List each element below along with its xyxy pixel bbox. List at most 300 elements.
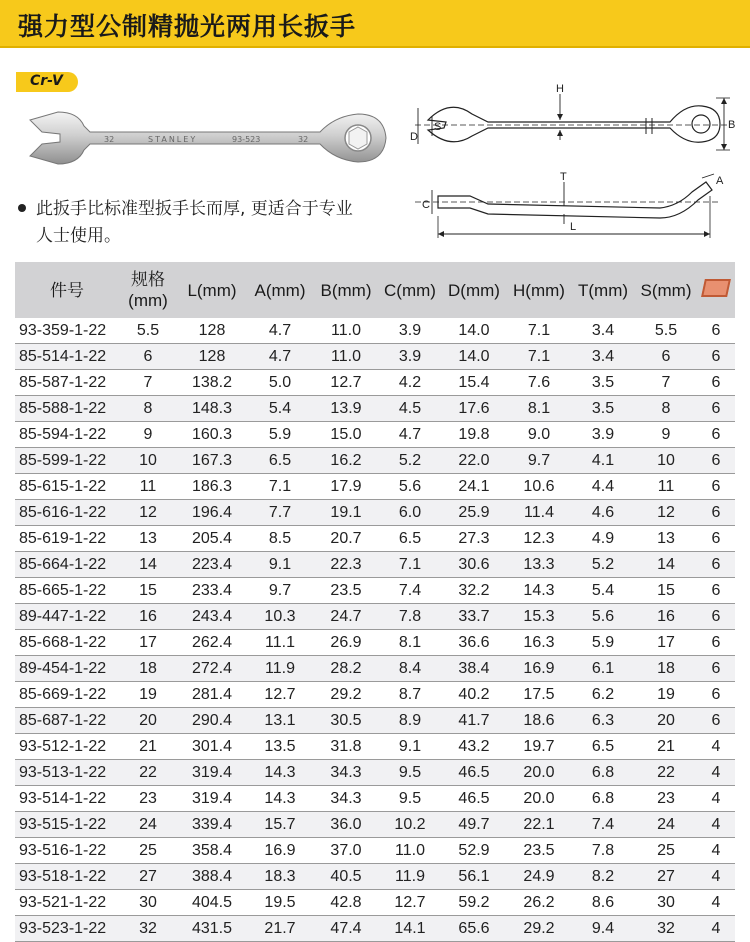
cell-A: 4.7 xyxy=(247,318,313,344)
cell-C: 8.4 xyxy=(379,656,441,682)
cell-L: 243.4 xyxy=(177,604,247,630)
cell-D: 32.2 xyxy=(441,578,507,604)
cell-T: 3.9 xyxy=(571,422,635,448)
cell-T: 4.9 xyxy=(571,526,635,552)
cell-L: 138.2 xyxy=(177,370,247,396)
page-title: 强力型公制精抛光两用长扳手 xyxy=(18,12,357,41)
dim-label-t: T xyxy=(560,171,567,183)
table-row xyxy=(15,682,735,708)
cell-C: 11.0 xyxy=(379,838,441,864)
cell-T: 4.6 xyxy=(571,500,635,526)
cell-A: 14.3 xyxy=(247,760,313,786)
cell-T: 4.4 xyxy=(571,474,635,500)
cell-H: 13.3 xyxy=(507,552,571,578)
cell-H: 12.3 xyxy=(507,526,571,552)
cell-B: 11.0 xyxy=(313,318,379,344)
cell-S: 21 xyxy=(635,734,697,760)
cell-L: 388.4 xyxy=(177,864,247,890)
cell-D: 33.7 xyxy=(441,604,507,630)
table-row xyxy=(15,552,735,578)
cell-size: 23 xyxy=(119,786,177,812)
cell-H: 29.2 xyxy=(507,916,571,942)
cell-B: 17.9 xyxy=(313,474,379,500)
cell-H: 10.6 xyxy=(507,474,571,500)
cell-L: 319.4 xyxy=(177,786,247,812)
cell-qty: 6 xyxy=(697,604,735,630)
cell-S: 7 xyxy=(635,370,697,396)
cell-B: 16.2 xyxy=(313,448,379,474)
cell-D: 14.0 xyxy=(441,318,507,344)
cell-D: 43.2 xyxy=(441,734,507,760)
table-row xyxy=(15,344,735,370)
cell-H: 22.1 xyxy=(507,812,571,838)
cell-qty: 6 xyxy=(697,526,735,552)
cell-L: 319.4 xyxy=(177,760,247,786)
table-row xyxy=(15,448,735,474)
cell-size: 16 xyxy=(119,604,177,630)
cell-T: 3.4 xyxy=(571,344,635,370)
cell-part: 85-587-1-22 xyxy=(15,370,119,396)
cell-T: 5.6 xyxy=(571,604,635,630)
cell-T: 6.2 xyxy=(571,682,635,708)
cell-L: 272.4 xyxy=(177,656,247,682)
cell-size: 25 xyxy=(119,838,177,864)
cell-L: 262.4 xyxy=(177,630,247,656)
cell-C: 11.9 xyxy=(379,864,441,890)
cell-T: 3.4 xyxy=(571,318,635,344)
cell-T: 6.8 xyxy=(571,786,635,812)
cell-part: 85-599-1-22 xyxy=(15,448,119,474)
cell-C: 8.7 xyxy=(379,682,441,708)
cell-H: 20.0 xyxy=(507,760,571,786)
cell-qty: 6 xyxy=(697,422,735,448)
cell-L: 223.4 xyxy=(177,552,247,578)
cell-A: 7.1 xyxy=(247,474,313,500)
cell-B: 40.5 xyxy=(313,864,379,890)
cell-A: 5.9 xyxy=(247,422,313,448)
cell-qty: 6 xyxy=(697,370,735,396)
cell-qty: 4 xyxy=(697,890,735,916)
cell-A: 9.7 xyxy=(247,578,313,604)
cell-A: 13.5 xyxy=(247,734,313,760)
table-row xyxy=(15,578,735,604)
cell-H: 16.9 xyxy=(507,656,571,682)
cell-S: 16 xyxy=(635,604,697,630)
cell-qty: 4 xyxy=(697,734,735,760)
cell-D: 65.6 xyxy=(441,916,507,942)
cell-qty: 6 xyxy=(697,474,735,500)
cell-B: 23.5 xyxy=(313,578,379,604)
dim-label-h: H xyxy=(556,83,564,95)
cell-qty: 6 xyxy=(697,448,735,474)
cell-T: 6.1 xyxy=(571,656,635,682)
cell-B: 12.7 xyxy=(313,370,379,396)
cell-A: 5.0 xyxy=(247,370,313,396)
cell-T: 5.4 xyxy=(571,578,635,604)
cell-H: 9.0 xyxy=(507,422,571,448)
cell-part: 93-521-1-22 xyxy=(15,890,119,916)
cell-S: 10 xyxy=(635,448,697,474)
cell-C: 10.2 xyxy=(379,812,441,838)
cell-A: 19.5 xyxy=(247,890,313,916)
cell-S: 9 xyxy=(635,422,697,448)
cell-B: 24.7 xyxy=(313,604,379,630)
cell-B: 36.0 xyxy=(313,812,379,838)
cell-C: 5.6 xyxy=(379,474,441,500)
cell-L: 167.3 xyxy=(177,448,247,474)
table-row xyxy=(15,604,735,630)
cell-C: 3.9 xyxy=(379,318,441,344)
cell-L: 339.4 xyxy=(177,812,247,838)
cell-qty: 4 xyxy=(697,916,735,942)
cell-part: 93-514-1-22 xyxy=(15,786,119,812)
dim-label-b: B xyxy=(728,119,736,131)
cell-C: 7.1 xyxy=(379,552,441,578)
cell-size: 11 xyxy=(119,474,177,500)
cell-D: 19.8 xyxy=(441,422,507,448)
cell-T: 6.5 xyxy=(571,734,635,760)
cell-B: 34.3 xyxy=(313,760,379,786)
cell-T: 6.3 xyxy=(571,708,635,734)
cell-size: 7 xyxy=(119,370,177,396)
cell-D: 15.4 xyxy=(441,370,507,396)
dimension-drawing xyxy=(410,78,740,248)
cell-S: 32 xyxy=(635,916,697,942)
cell-C: 8.1 xyxy=(379,630,441,656)
cell-D: 38.4 xyxy=(441,656,507,682)
table-row xyxy=(15,370,735,396)
cell-qty: 6 xyxy=(697,396,735,422)
dim-label-s: S xyxy=(434,121,442,133)
cell-H: 23.5 xyxy=(507,838,571,864)
table-row xyxy=(15,526,735,552)
cell-A: 5.4 xyxy=(247,396,313,422)
cell-C: 12.7 xyxy=(379,890,441,916)
cell-A: 6.5 xyxy=(247,448,313,474)
header-l: L(mm) xyxy=(187,280,237,300)
cell-C: 3.9 xyxy=(379,344,441,370)
cell-L: 128 xyxy=(177,344,247,370)
cell-part: 85-588-1-22 xyxy=(15,396,119,422)
cell-size: 10 xyxy=(119,448,177,474)
table-row xyxy=(15,890,735,916)
cell-H: 19.7 xyxy=(507,734,571,760)
cell-D: 36.6 xyxy=(441,630,507,656)
cell-H: 7.6 xyxy=(507,370,571,396)
cell-D: 52.9 xyxy=(441,838,507,864)
cell-B: 31.8 xyxy=(313,734,379,760)
cell-B: 20.7 xyxy=(313,526,379,552)
photo-size-right: 32 xyxy=(298,135,309,144)
header-qty xyxy=(697,262,735,318)
cell-A: 11.1 xyxy=(247,630,313,656)
cell-H: 9.7 xyxy=(507,448,571,474)
wrench-photo xyxy=(20,98,400,178)
cell-S: 8 xyxy=(635,396,697,422)
cell-S: 12 xyxy=(635,500,697,526)
table-row xyxy=(15,318,735,344)
cell-B: 13.9 xyxy=(313,396,379,422)
cell-L: 205.4 xyxy=(177,526,247,552)
cell-A: 21.7 xyxy=(247,916,313,942)
cell-H: 11.4 xyxy=(507,500,571,526)
material-badge xyxy=(16,72,78,92)
cell-C: 6.0 xyxy=(379,500,441,526)
table-row xyxy=(15,500,735,526)
cell-size: 30 xyxy=(119,890,177,916)
bullet-icon xyxy=(18,204,26,212)
cell-qty: 6 xyxy=(697,500,735,526)
cell-size: 13 xyxy=(119,526,177,552)
cell-size: 27 xyxy=(119,864,177,890)
table-row xyxy=(15,630,735,656)
cell-qty: 4 xyxy=(697,864,735,890)
cell-L: 404.5 xyxy=(177,890,247,916)
cell-size: 22 xyxy=(119,760,177,786)
cell-C: 14.1 xyxy=(379,916,441,942)
cell-S: 11 xyxy=(635,474,697,500)
cell-C: 9.5 xyxy=(379,760,441,786)
cell-L: 196.4 xyxy=(177,500,247,526)
cell-T: 4.1 xyxy=(571,448,635,474)
cell-C: 4.5 xyxy=(379,396,441,422)
cell-B: 22.3 xyxy=(313,552,379,578)
cell-C: 5.2 xyxy=(379,448,441,474)
header-s: S(mm) xyxy=(640,280,692,300)
cell-H: 7.1 xyxy=(507,344,571,370)
cell-T: 8.2 xyxy=(571,864,635,890)
header-t: T(mm) xyxy=(577,280,629,300)
cell-D: 24.1 xyxy=(441,474,507,500)
cell-C: 4.2 xyxy=(379,370,441,396)
cell-C: 7.8 xyxy=(379,604,441,630)
cell-A: 15.7 xyxy=(247,812,313,838)
cell-B: 42.8 xyxy=(313,890,379,916)
cell-L: 281.4 xyxy=(177,682,247,708)
table-header-row xyxy=(15,262,735,318)
cell-S: 23 xyxy=(635,786,697,812)
table-row xyxy=(15,812,735,838)
cell-H: 18.6 xyxy=(507,708,571,734)
cell-D: 46.5 xyxy=(441,760,507,786)
cell-part: 93-516-1-22 xyxy=(15,838,119,864)
cell-L: 290.4 xyxy=(177,708,247,734)
title-bar xyxy=(0,0,750,48)
cell-H: 17.5 xyxy=(507,682,571,708)
cell-C: 6.5 xyxy=(379,526,441,552)
table-row xyxy=(15,734,735,760)
header-d: D(mm) xyxy=(448,280,500,300)
table-row xyxy=(15,838,735,864)
cell-size: 15 xyxy=(119,578,177,604)
cell-A: 10.3 xyxy=(247,604,313,630)
cell-part: 89-447-1-22 xyxy=(15,604,119,630)
cell-T: 5.9 xyxy=(571,630,635,656)
cell-S: 6 xyxy=(635,344,697,370)
cell-size: 18 xyxy=(119,656,177,682)
cell-D: 25.9 xyxy=(441,500,507,526)
header-size-line2: (mm) xyxy=(128,291,168,310)
package-box-icon xyxy=(701,279,731,297)
cell-S: 27 xyxy=(635,864,697,890)
cell-B: 29.2 xyxy=(313,682,379,708)
cell-qty: 6 xyxy=(697,682,735,708)
cell-A: 8.5 xyxy=(247,526,313,552)
cell-size: 17 xyxy=(119,630,177,656)
cell-L: 301.4 xyxy=(177,734,247,760)
table-row xyxy=(15,786,735,812)
cell-S: 30 xyxy=(635,890,697,916)
cell-D: 40.2 xyxy=(441,682,507,708)
cell-D: 59.2 xyxy=(441,890,507,916)
cell-D: 41.7 xyxy=(441,708,507,734)
cell-A: 13.1 xyxy=(247,708,313,734)
cell-T: 8.6 xyxy=(571,890,635,916)
cell-part: 85-615-1-22 xyxy=(15,474,119,500)
cell-size: 6 xyxy=(119,344,177,370)
header-size xyxy=(119,262,177,318)
cell-B: 37.0 xyxy=(313,838,379,864)
cell-T: 5.2 xyxy=(571,552,635,578)
table-row xyxy=(15,864,735,890)
cell-C: 9.5 xyxy=(379,786,441,812)
cell-part: 93-359-1-22 xyxy=(15,318,119,344)
cell-part: 93-523-1-22 xyxy=(15,916,119,942)
cell-qty: 6 xyxy=(697,344,735,370)
table-row xyxy=(15,708,735,734)
cell-size: 19 xyxy=(119,682,177,708)
product-description xyxy=(18,196,408,250)
table-row xyxy=(15,916,735,942)
header-b: B(mm) xyxy=(320,280,372,300)
cell-qty: 4 xyxy=(697,786,735,812)
cell-part: 85-687-1-22 xyxy=(15,708,119,734)
cell-B: 15.0 xyxy=(313,422,379,448)
cell-size: 24 xyxy=(119,812,177,838)
cell-T: 6.8 xyxy=(571,760,635,786)
cell-part: 85-669-1-22 xyxy=(15,682,119,708)
cell-D: 49.7 xyxy=(441,812,507,838)
cell-S: 24 xyxy=(635,812,697,838)
description-line-1: 此扳手比标准型扳手长而厚, 更适合于专业 xyxy=(36,199,353,219)
cell-S: 18 xyxy=(635,656,697,682)
cell-size: 8 xyxy=(119,396,177,422)
cell-size: 14 xyxy=(119,552,177,578)
table-row xyxy=(15,396,735,422)
cell-S: 14 xyxy=(635,552,697,578)
cell-T: 7.8 xyxy=(571,838,635,864)
cell-S: 5.5 xyxy=(635,318,697,344)
cell-H: 14.3 xyxy=(507,578,571,604)
cell-S: 25 xyxy=(635,838,697,864)
cell-qty: 6 xyxy=(697,578,735,604)
table-row xyxy=(15,474,735,500)
dim-label-l: L xyxy=(570,221,577,233)
cell-qty: 6 xyxy=(697,656,735,682)
cell-B: 34.3 xyxy=(313,786,379,812)
cell-qty: 4 xyxy=(697,812,735,838)
cell-D: 30.6 xyxy=(441,552,507,578)
cell-part: 85-594-1-22 xyxy=(15,422,119,448)
cell-part: 89-454-1-22 xyxy=(15,656,119,682)
cell-size: 5.5 xyxy=(119,318,177,344)
cell-B: 30.5 xyxy=(313,708,379,734)
cell-size: 21 xyxy=(119,734,177,760)
cell-A: 7.7 xyxy=(247,500,313,526)
cell-D: 56.1 xyxy=(441,864,507,890)
cell-B: 28.2 xyxy=(313,656,379,682)
header-a: A(mm) xyxy=(254,280,306,300)
cell-S: 17 xyxy=(635,630,697,656)
cell-size: 20 xyxy=(119,708,177,734)
photo-model: 93-523 xyxy=(232,135,261,144)
cell-S: 22 xyxy=(635,760,697,786)
cell-H: 7.1 xyxy=(507,318,571,344)
cell-part: 85-665-1-22 xyxy=(15,578,119,604)
cell-S: 15 xyxy=(635,578,697,604)
cell-part: 93-518-1-22 xyxy=(15,864,119,890)
header-size-line1: 规格 xyxy=(131,270,165,289)
cell-T: 3.5 xyxy=(571,396,635,422)
cell-qty: 4 xyxy=(697,838,735,864)
cell-A: 9.1 xyxy=(247,552,313,578)
cell-C: 7.4 xyxy=(379,578,441,604)
cell-A: 4.7 xyxy=(247,344,313,370)
cell-part: 85-664-1-22 xyxy=(15,552,119,578)
cell-H: 26.2 xyxy=(507,890,571,916)
cell-C: 4.7 xyxy=(379,422,441,448)
cell-B: 11.0 xyxy=(313,344,379,370)
cell-C: 8.9 xyxy=(379,708,441,734)
cell-A: 12.7 xyxy=(247,682,313,708)
cell-C: 9.1 xyxy=(379,734,441,760)
cell-H: 24.9 xyxy=(507,864,571,890)
cell-A: 16.9 xyxy=(247,838,313,864)
header-h: H(mm) xyxy=(513,280,565,300)
cell-T: 9.4 xyxy=(571,916,635,942)
table-row xyxy=(15,422,735,448)
cell-L: 186.3 xyxy=(177,474,247,500)
description-line-2: 人士使用。 xyxy=(36,226,121,246)
cell-S: 13 xyxy=(635,526,697,552)
cell-qty: 6 xyxy=(697,630,735,656)
cell-H: 8.1 xyxy=(507,396,571,422)
cell-B: 26.9 xyxy=(313,630,379,656)
photo-brand: STANLEY xyxy=(148,135,198,144)
cell-D: 22.0 xyxy=(441,448,507,474)
cell-A: 18.3 xyxy=(247,864,313,890)
cell-L: 160.3 xyxy=(177,422,247,448)
cell-L: 358.4 xyxy=(177,838,247,864)
cell-part: 85-668-1-22 xyxy=(15,630,119,656)
cell-D: 46.5 xyxy=(441,786,507,812)
spec-table xyxy=(15,262,735,942)
cell-qty: 4 xyxy=(697,760,735,786)
cell-A: 11.9 xyxy=(247,656,313,682)
dim-label-d: D xyxy=(410,131,418,143)
cell-part: 85-619-1-22 xyxy=(15,526,119,552)
cell-T: 3.5 xyxy=(571,370,635,396)
cell-part: 85-616-1-22 xyxy=(15,500,119,526)
cell-L: 148.3 xyxy=(177,396,247,422)
dim-label-a: A xyxy=(716,175,724,187)
material-badge-label: Cr-V xyxy=(30,73,63,89)
cell-H: 16.3 xyxy=(507,630,571,656)
cell-size: 9 xyxy=(119,422,177,448)
header-c: C(mm) xyxy=(384,280,436,300)
cell-L: 128 xyxy=(177,318,247,344)
table-row xyxy=(15,656,735,682)
